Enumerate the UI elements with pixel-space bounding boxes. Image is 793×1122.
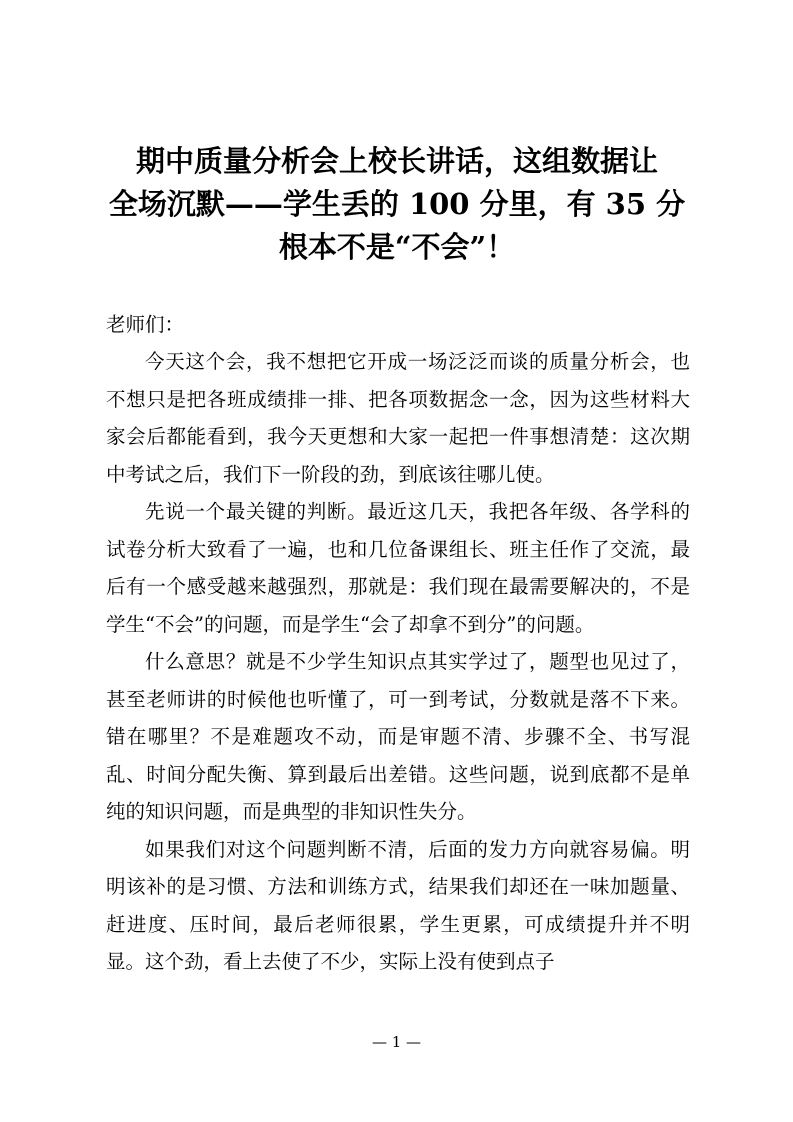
paragraph-1: 今天这个会，我不想把它开成一场泛泛而谈的质量分析会，也不想只是把各班成绩排一排、把各项数据念一念，因为这些材料大家会后都能看到，我今天更想和大家一起把一件事想清楚：这次期中考试之后，我们下一阶段的劲，到底该往哪儿使。 (106, 350, 690, 486)
body-paragraphs (106, 343, 690, 981)
title-line-2: 全场沉默——学生丢的 100 分里，有 35 分 (108, 187, 686, 221)
salutation: 老师们： (106, 313, 185, 336)
title-line-1: 期中质量分析会上校长讲话，这组数据让 (135, 144, 658, 178)
page-number: — 1 — (371, 1033, 422, 1051)
paragraph-3: 什么意思？就是不少学生知识点其实学过了，题型也见过了，甚至老师讲的时候他也听懂了，可一到考试，分数就是落不下来。错在哪里？不是难题攻不动，而是审题不清、步骤不全、书写混乱、时间分配失衡、算到最后出差错。这些问题，说到底都不是单纯的知识问题，而是典型的非知识性失分。 (106, 650, 690, 823)
paragraph-4: 如果我们对这个问题判断不清，后面的发力方向就容易偏。明明该补的是习惯、方法和训练方式，结果我们却还在一味加题量、赶进度、压时间，最后老师很累，学生更累，可成绩提升并不明显。这个劲，看上去使了不少，实际上没有使到点子 (106, 837, 690, 973)
paragraph-2: 先说一个最关键的判断。最近这几天，我把各年级、各学科的试卷分析大致看了一遍，也和几位备课组长、班主任作了交流，最后有一个感受越来越强烈，那就是：我们现在最需要解决的，不是学生“不会”的问题，而是学生“会了却拿不到分”的问题。 (106, 500, 690, 636)
document-title (104, 140, 690, 269)
title-line-3: 根本不是“不会”！ (278, 230, 516, 264)
